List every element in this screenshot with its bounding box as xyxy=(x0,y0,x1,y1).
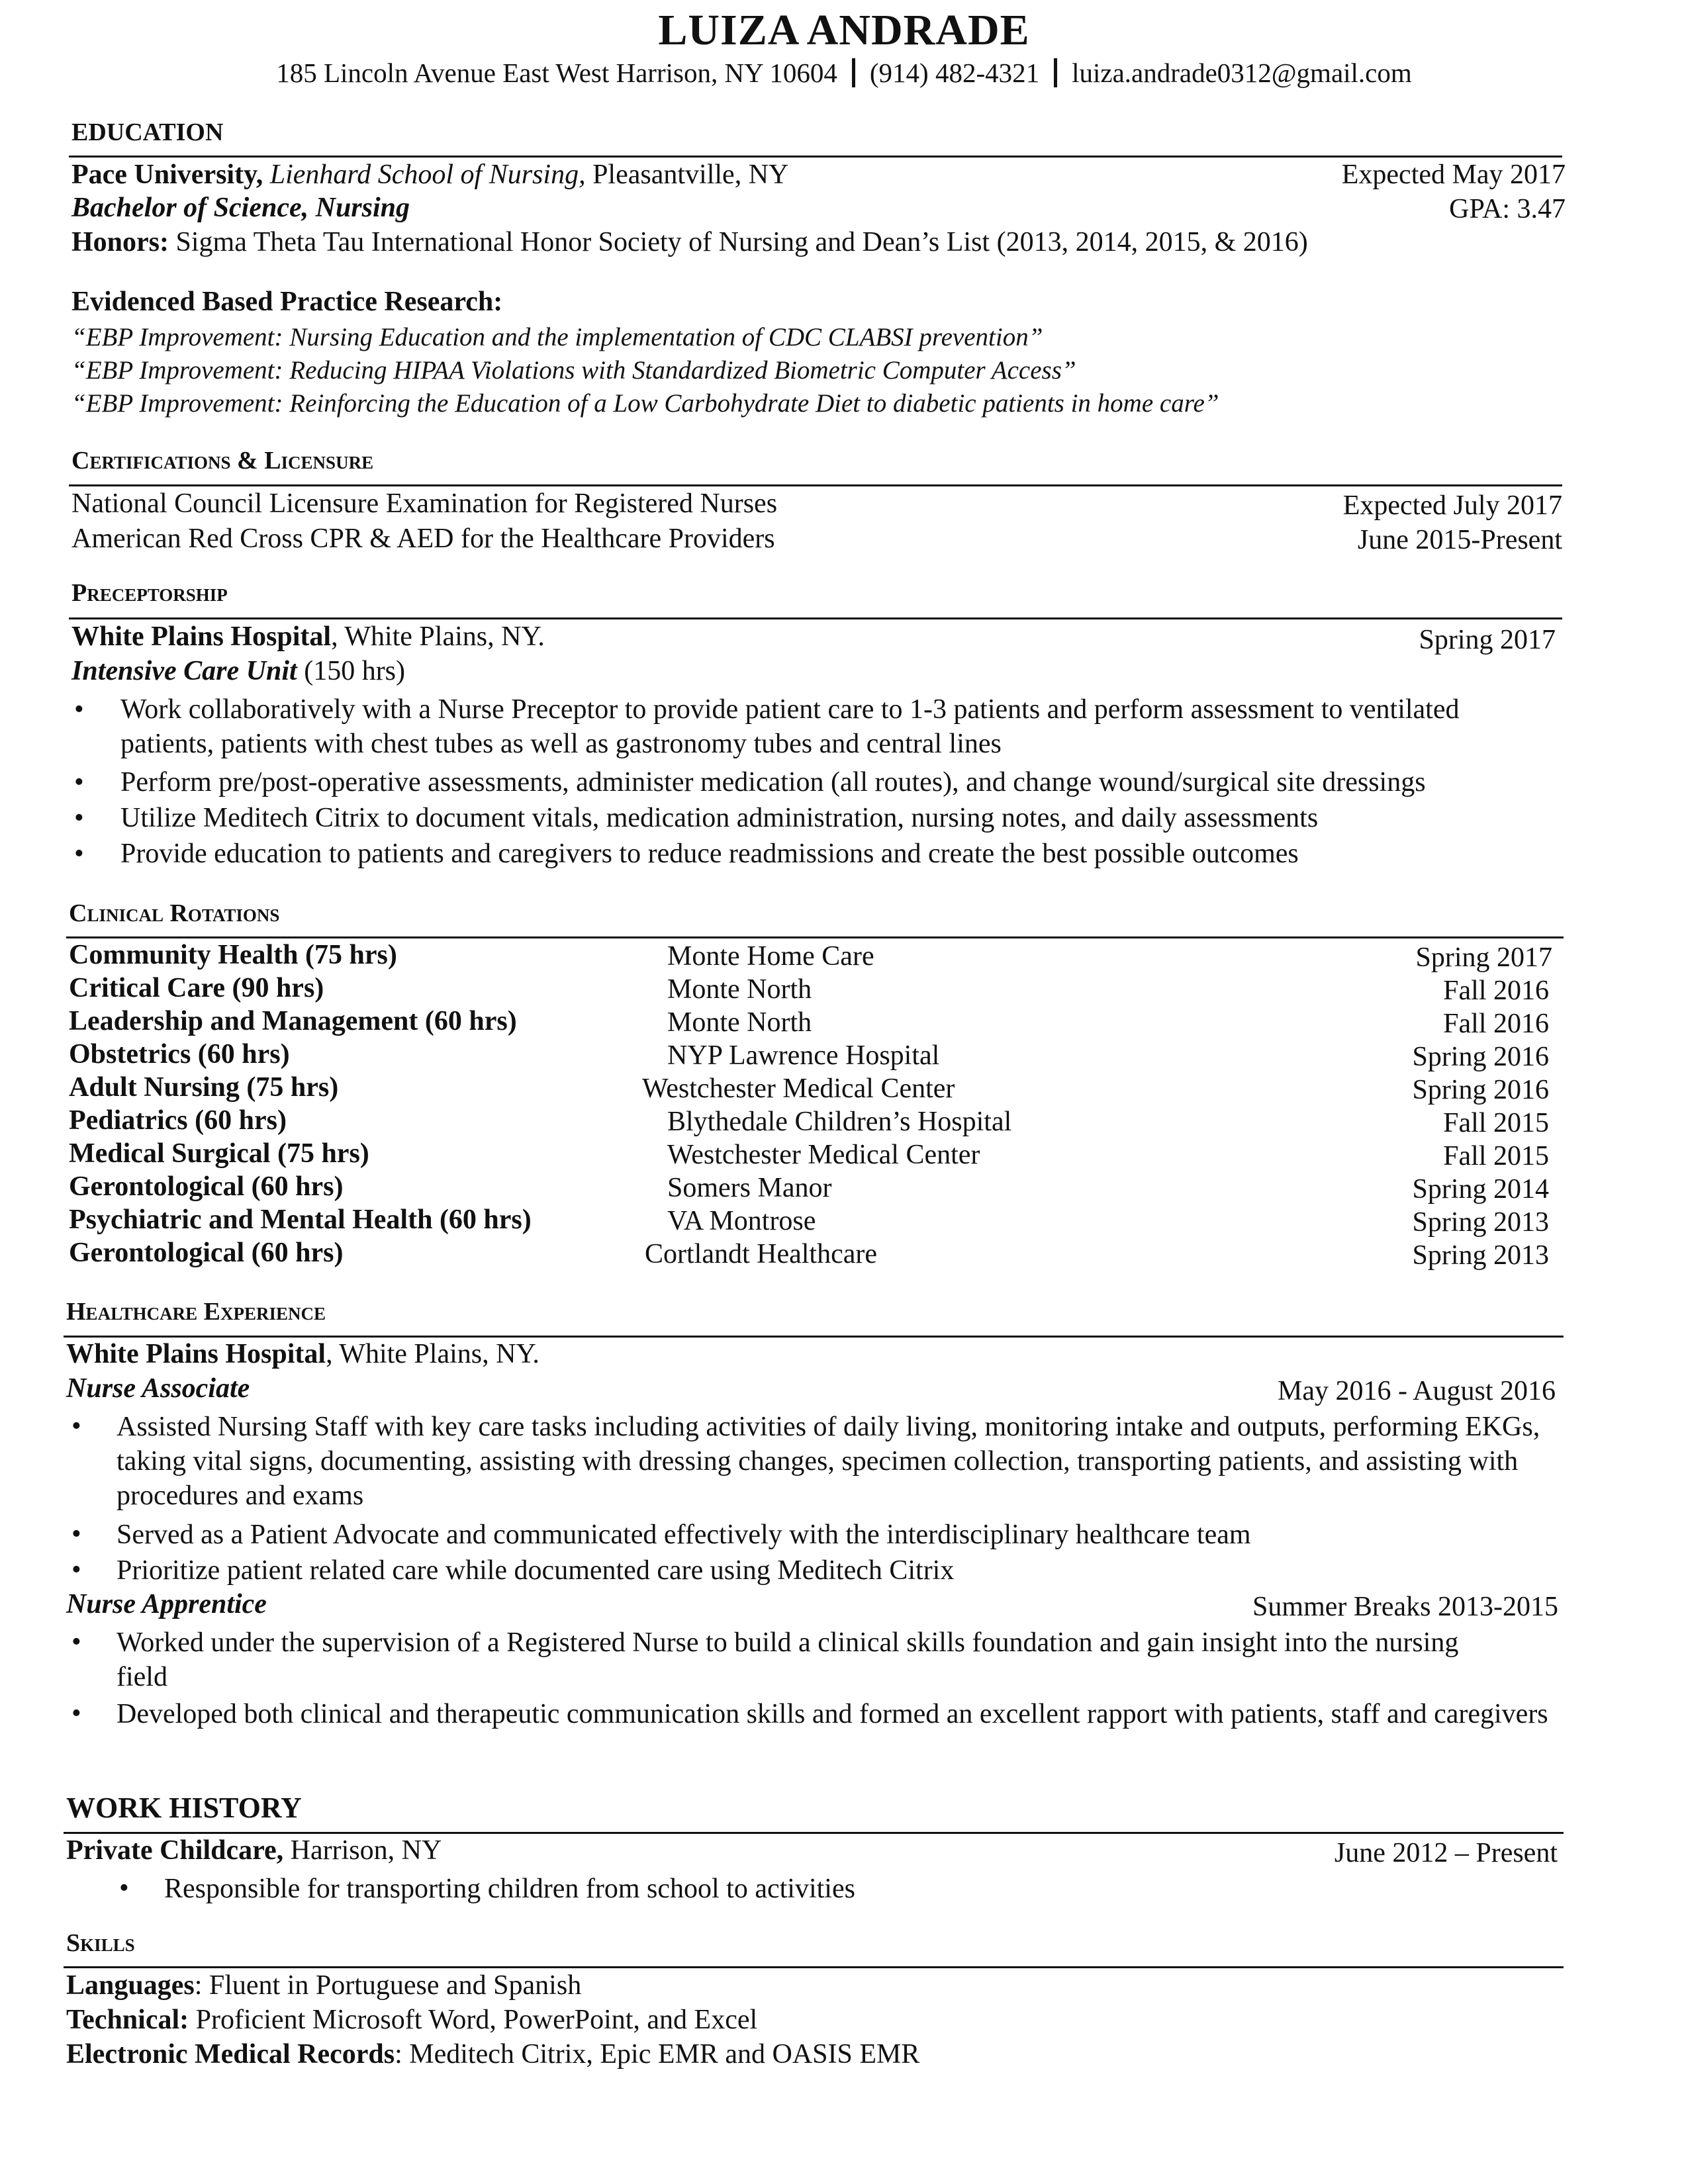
rotation-site: Somers Manor xyxy=(667,1173,832,1203)
preceptorship-org: White Plains Hospital xyxy=(71,621,332,652)
degree: Bachelor of Science, Nursing xyxy=(71,193,410,223)
rotation-name: Psychiatric and Mental Health (60 hrs) xyxy=(69,1205,532,1235)
section-rule xyxy=(69,617,1562,619)
healthcare-bullet: Served as a Patient Advocate and communicated effectively with the interdisciplinary healthcare team xyxy=(117,1520,1251,1550)
emr-label: Electronic Medical Records xyxy=(66,2039,395,2070)
cert-date: Expected July 2017 xyxy=(1342,490,1562,521)
skills-emr xyxy=(66,2038,919,2070)
rotation-site: Westchester Medical Center xyxy=(667,1140,980,1170)
work-date: June 2012 – Present xyxy=(1334,1838,1558,1868)
bullet-icon: • xyxy=(71,1555,81,1585)
school-sub: Lienhard School of Nursing, xyxy=(269,159,586,190)
rotation-date: Fall 2015 xyxy=(1443,1141,1549,1171)
rotation-date: Fall 2015 xyxy=(1443,1108,1549,1138)
rotation-site: Monte North xyxy=(667,1007,812,1038)
cert-date: June 2015-Present xyxy=(1357,525,1562,555)
role-date: May 2016 - August 2016 xyxy=(1278,1376,1556,1406)
technical-label: Technical: xyxy=(66,2005,189,2035)
healthcare-org: White Plains Hospital xyxy=(66,1339,326,1369)
rotation-name: Pediatrics (60 hrs) xyxy=(69,1105,287,1136)
bullet-icon: • xyxy=(74,803,84,833)
preceptorship-unit: Intensive Care Unit xyxy=(71,656,297,686)
role-title: Nurse Apprentice xyxy=(66,1589,267,1619)
rotation-site: Westchester Medical Center xyxy=(642,1073,955,1104)
rotation-name: Community Health (75 hrs) xyxy=(69,940,397,970)
bullet-icon: • xyxy=(74,839,84,869)
role-date: Summer Breaks 2013-2015 xyxy=(1252,1592,1558,1622)
section-rule xyxy=(69,484,1562,486)
work-org: Private Childcare, xyxy=(66,1835,284,1866)
bullet-icon: • xyxy=(71,1411,81,1441)
rotation-date: Spring 2014 xyxy=(1412,1174,1549,1205)
contact-line xyxy=(0,57,1688,89)
emr-text: : Meditech Citrix, Epic EMR and OASIS EMR xyxy=(395,2039,920,2070)
work-org-line xyxy=(66,1835,442,1866)
school-name: Pace University, xyxy=(71,159,263,190)
section-rule xyxy=(66,936,1564,938)
work-bullet: Responsible for transporting children from school to activities xyxy=(164,1874,855,1904)
bullet-icon: • xyxy=(71,1627,81,1657)
section-rule xyxy=(64,1336,1564,1338)
rotation-site: Monte Home Care xyxy=(667,941,874,972)
rotation-date: Spring 2013 xyxy=(1412,1240,1549,1271)
candidate-name: LUIZA ANDRADE xyxy=(658,6,1030,54)
honors-line xyxy=(71,226,1308,258)
phone: (914) 482-4321 xyxy=(869,58,1040,88)
skills-languages xyxy=(66,1970,581,2001)
role-title: Nurse Associate xyxy=(66,1373,250,1404)
rotation-date: Spring 2013 xyxy=(1412,1207,1549,1238)
healthcare-bullet: Assisted Nursing Staff with key care tasks including activities of daily living, monitoring intake and outputs, performing EKGs, taking vital signs, documenting, assisting with dressing changes, specimen collection, transporting patients, and assisting with procedures and exams xyxy=(117,1412,1540,1511)
rotation-date: Fall 2016 xyxy=(1443,1009,1549,1039)
school-location: Pleasantville, NY xyxy=(592,159,789,190)
preceptorship-bullet: Utilize Meditech Citrix to document vitals, medication administration, nursing notes, and daily assessments xyxy=(120,803,1319,833)
honors-text: Sigma Theta Tau International Honor Society of Nursing and Dean’s List (2013, 2014, 2015, & 2016) xyxy=(175,227,1308,257)
bullet-icon: • xyxy=(74,767,84,797)
preceptorship-date: Spring 2017 xyxy=(1419,625,1556,655)
preceptorship-bullet: Provide education to patients and caregivers to reduce readmissions and create the best possible outcomes xyxy=(120,839,1299,869)
cert-name: National Council Licensure Examination for Registered Nurses xyxy=(71,488,778,519)
bullet-icon: • xyxy=(71,1519,81,1549)
address: 185 Lincoln Avenue East West Harrison, NY 10604 xyxy=(276,58,837,88)
bullet-icon: • xyxy=(119,1873,129,1903)
rotation-date: Spring 2016 xyxy=(1412,1075,1549,1105)
healthcare-heading: Healthcare Experience xyxy=(66,1298,326,1326)
rotation-site: Monte North xyxy=(667,974,812,1005)
preceptorship-bullet: Perform pre/post-operative assessments, administer medication (all routes), and change wound/surgical site dressings xyxy=(120,767,1426,797)
preceptorship-location: , White Plains, NY. xyxy=(331,621,545,652)
rotation-site: VA Montrose xyxy=(667,1206,816,1236)
rotation-date: Fall 2016 xyxy=(1443,976,1549,1006)
education-expected: Expected May 2017 xyxy=(1341,159,1566,190)
education-school-line xyxy=(71,159,788,191)
technical-text: Proficient Microsoft Word, PowerPoint, and Excel xyxy=(189,2005,758,2035)
certifications-heading: Certifications & Licensure xyxy=(71,447,374,475)
section-rule xyxy=(69,156,1562,158)
gpa: GPA: 3.47 xyxy=(1449,194,1566,224)
ebp-item: “EBP Improvement: Nursing Education and the implementation of CDC CLABSI prevention” xyxy=(71,323,1043,351)
section-rule xyxy=(64,1966,1564,1968)
work-location: Harrison, NY xyxy=(283,1835,442,1866)
rotation-name: Critical Care (90 hrs) xyxy=(69,973,324,1003)
rotation-name: Leadership and Management (60 hrs) xyxy=(69,1006,517,1036)
rotation-date: Spring 2017 xyxy=(1415,942,1552,973)
cert-name: American Red Cross CPR & AED for the Healthcare Providers xyxy=(71,523,775,554)
separator xyxy=(852,58,855,87)
rotation-site: NYP Lawrence Hospital xyxy=(667,1040,940,1071)
preceptorship-heading: Preceptorship xyxy=(71,579,228,607)
rotation-name: Gerontological (60 hrs) xyxy=(69,1238,344,1268)
work-heading: WORK HISTORY xyxy=(66,1792,302,1824)
healthcare-org-line xyxy=(66,1338,539,1370)
rotation-name: Medical Surgical (75 hrs) xyxy=(69,1138,369,1169)
honors-label: Honors: xyxy=(71,227,169,257)
ebp-heading: Evidenced Based Practice Research: xyxy=(71,287,503,317)
skills-technical xyxy=(66,2004,757,2036)
healthcare-bullet: Worked under the supervision of a Registered Nurse to build a clinical skills foundation and gain insight into the nursing field xyxy=(117,1627,1459,1692)
languages-label: Languages xyxy=(66,1970,195,2001)
ebp-item: “EBP Improvement: Reducing HIPAA Violations with Standardized Biometric Computer Access” xyxy=(71,356,1076,385)
bullet-icon: • xyxy=(74,694,84,725)
healthcare-bullet: Developed both clinical and therapeutic communication skills and formed an excellent rapport with patients, staff and caregivers xyxy=(117,1699,1548,1729)
preceptorship-bullet: Work collaboratively with a Nurse Preceptor to provide patient care to 1-3 patients and perform assessment to ventilated patients, patients with chest tubes as well as gastronomy tubes and central lines xyxy=(120,694,1460,759)
ebp-item: “EBP Improvement: Reinforcing the Education of a Low Carbohydrate Diet to diabetic patients in home care” xyxy=(71,389,1219,418)
separator xyxy=(1054,58,1057,87)
skills-heading: Skills xyxy=(66,1929,135,1957)
languages-text: : Fluent in Portuguese and Spanish xyxy=(194,1970,582,2001)
section-rule xyxy=(64,1832,1564,1834)
rotations-heading: Clinical Rotations xyxy=(69,899,280,927)
email: luiza.andrade0312@gmail.com xyxy=(1072,58,1412,88)
rotation-site: Blythedale Children’s Hospital xyxy=(667,1107,1012,1137)
preceptorship-org-line xyxy=(71,621,545,653)
preceptorship-hours: (150 hrs) xyxy=(297,656,406,686)
rotation-date: Spring 2016 xyxy=(1412,1042,1549,1072)
rotation-name: Adult Nursing (75 hrs) xyxy=(69,1072,339,1103)
bullet-icon: • xyxy=(71,1698,81,1729)
education-heading: EDUCATION xyxy=(71,118,224,146)
healthcare-bullet: Prioritize patient related care while documented care using Meditech Citrix xyxy=(117,1555,955,1586)
rotation-site: Cortlandt Healthcare xyxy=(645,1239,878,1269)
rotation-name: Gerontological (60 hrs) xyxy=(69,1171,344,1202)
preceptorship-unit-line xyxy=(71,655,405,687)
healthcare-location: , White Plains, NY. xyxy=(326,1339,539,1369)
rotation-name: Obstetrics (60 hrs) xyxy=(69,1039,290,1069)
